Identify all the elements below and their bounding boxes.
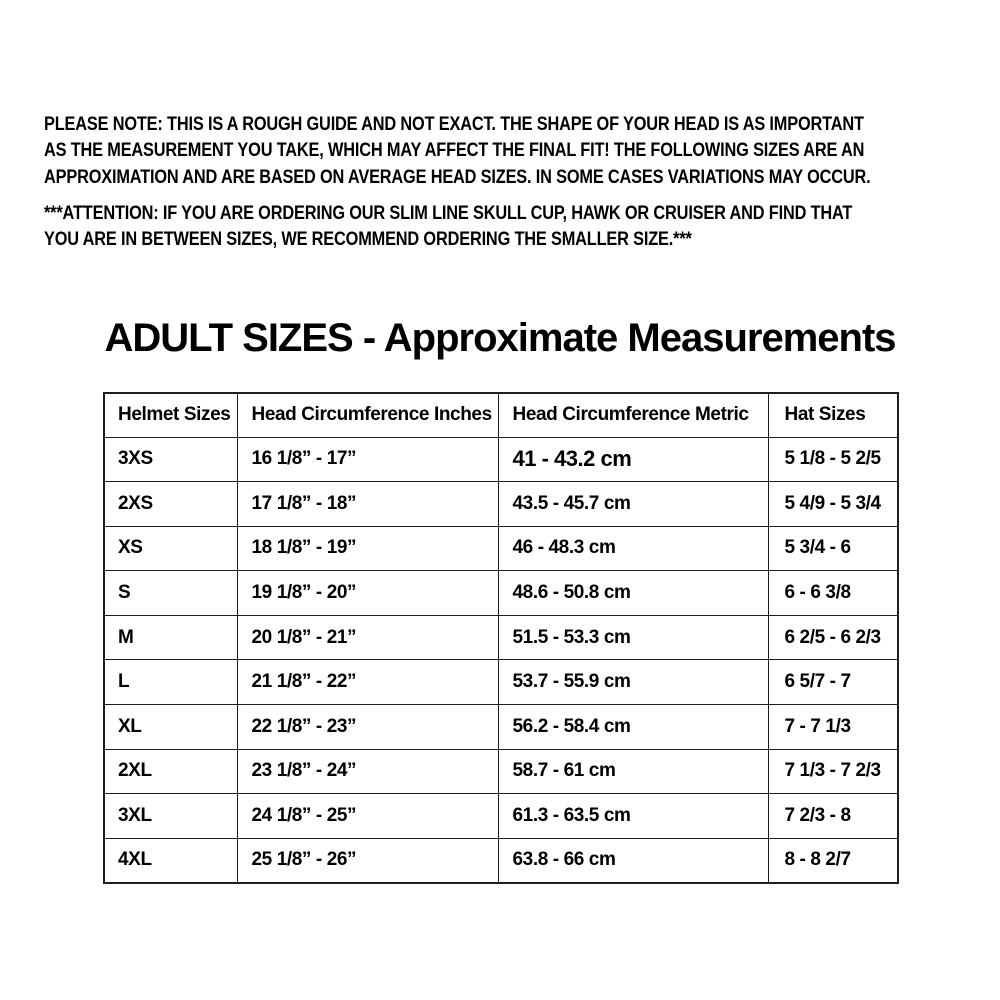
table-cell: 2XS [104, 482, 237, 527]
table-cell: 24 1/8” - 25” [237, 794, 498, 839]
note-line-1: PLEASE NOTE: THIS IS A ROUGH GUIDE AND NOT EXACT. THE SHAPE OF YOUR HEAD IS AS IMPORTANT [44, 114, 864, 135]
table-header-row [104, 393, 898, 437]
table-cell: 20 1/8” - 21” [237, 615, 498, 660]
table-cell: 46 - 48.3 cm [498, 526, 768, 571]
table-row [104, 526, 898, 571]
table-cell: 17 1/8” - 18” [237, 482, 498, 527]
table-cell: 61.3 - 63.5 cm [498, 794, 768, 839]
table-cell: 23 1/8” - 24” [237, 749, 498, 794]
table-cell: 7 2/3 - 8 [768, 794, 898, 839]
table-cell: 6 2/5 - 6 2/3 [768, 615, 898, 660]
table-cell: 22 1/8” - 23” [237, 705, 498, 750]
table-cell: L [104, 660, 237, 705]
table-cell: XS [104, 526, 237, 571]
column-header: Head Circumference Inches [237, 393, 498, 437]
table-cell: 19 1/8” - 20” [237, 571, 498, 616]
table-cell: 3XS [104, 437, 237, 482]
table-cell: 6 - 6 3/8 [768, 571, 898, 616]
table-cell: 2XL [104, 749, 237, 794]
table-cell: 58.7 - 61 cm [498, 749, 768, 794]
page-title: ADULT SIZES - Approximate Measurements [104, 316, 896, 360]
table-cell: 51.5 - 53.3 cm [498, 615, 768, 660]
table-row [104, 660, 898, 705]
column-header: Helmet Sizes [104, 393, 237, 437]
table-cell: 21 1/8” - 22” [237, 660, 498, 705]
table-cell: 6 5/7 - 7 [768, 660, 898, 705]
table-cell: 43.5 - 45.7 cm [498, 482, 768, 527]
table-cell: 5 3/4 - 6 [768, 526, 898, 571]
table-cell: 25 1/8” - 26” [237, 838, 498, 883]
table-row [104, 437, 898, 482]
table-cell: 63.8 - 66 cm [498, 838, 768, 883]
table-cell: 18 1/8” - 19” [237, 526, 498, 571]
table-row [104, 571, 898, 616]
table-cell: 16 1/8” - 17” [237, 437, 498, 482]
table-cell: 41 - 43.2 cm [498, 437, 768, 482]
table-row [104, 615, 898, 660]
table-cell: 7 1/3 - 7 2/3 [768, 749, 898, 794]
table-row [104, 838, 898, 883]
table-cell: 3XL [104, 794, 237, 839]
adult-sizes-table [103, 392, 899, 884]
table-cell: 48.6 - 50.8 cm [498, 571, 768, 616]
table-cell: 7 - 7 1/3 [768, 705, 898, 750]
table-row [104, 482, 898, 527]
table-cell: 56.2 - 58.4 cm [498, 705, 768, 750]
column-header: Head Circumference Metric [498, 393, 768, 437]
table-cell: 4XL [104, 838, 237, 883]
table-cell: XL [104, 705, 237, 750]
table-cell: S [104, 571, 237, 616]
attention-line-2: YOU ARE IN BETWEEN SIZES, WE RECOMMEND ORDERING THE SMALLER SIZE.*** [44, 229, 692, 251]
note-line-2: AS THE MEASUREMENT YOU TAKE, WHICH MAY AFFECT THE FINAL FIT! THE FOLLOWING SIZES ARE AN [44, 140, 865, 162]
table-cell: M [104, 615, 237, 660]
table-row [104, 794, 898, 839]
table-row [104, 749, 898, 794]
table-cell: 8 - 8 2/7 [768, 838, 898, 883]
attention-paragraph [44, 201, 852, 254]
table-cell: 53.7 - 55.9 cm [498, 660, 768, 705]
note-line-3: APPROXIMATION AND ARE BASED ON AVERAGE HEAD SIZES. IN SOME CASES VARIATIONS MAY OCCUR. [44, 166, 871, 188]
attention-line-1: ***ATTENTION: IF YOU ARE ORDERING OUR SLIM LINE SKULL CUP, HAWK OR CRUISER AND FIND THAT [44, 203, 853, 224]
table-row [104, 705, 898, 750]
table-cell: 5 1/8 - 5 2/5 [768, 437, 898, 482]
column-header: Hat Sizes [768, 393, 898, 437]
note-paragraph [44, 112, 871, 191]
table-cell: 5 4/9 - 5 3/4 [768, 482, 898, 527]
